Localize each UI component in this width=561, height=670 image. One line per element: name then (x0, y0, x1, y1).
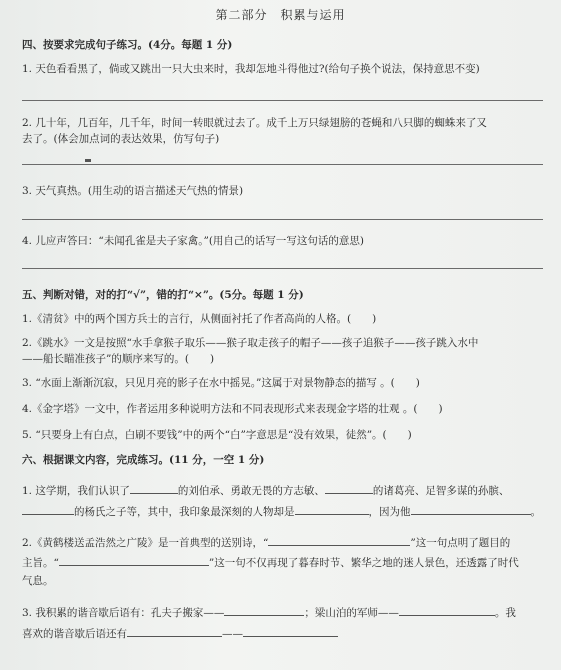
section-6-question-1-line-1 (22, 482, 547, 498)
q3-blank-4[interactable] (243, 625, 338, 637)
section-6-question-3-line-1 (22, 604, 547, 620)
q1-text-3: 的诸葛亮、足智多谋的孙膑、 (372, 485, 510, 497)
section-5-question-2-line-2: ——船长瞄准孩子”的顺序来写的。( ) (22, 353, 215, 365)
q3-text-1: 3. 我积累的谐音歇后语有：孔夫子搬家—— (22, 607, 225, 619)
section-4-question-4: 4. 儿应声答曰：“未闻孔雀是夫子家禽。”(用自己的话写一写这句话的意思) (22, 235, 365, 247)
page-title: 第二部分 积累与运用 (215, 8, 346, 22)
section-4-question-2-line-1: 2. 几十年，几百年，几千年，时间一转眼就过去了。成千上万只绿翅膀的苍蝇和八只脚的蜘蛛来了又 (22, 117, 487, 129)
section-6-question-2-line-3: 气息。 (22, 575, 54, 587)
q3-text-3: 。我 (494, 607, 516, 619)
q2-text-1: 2.《黄鹤楼送孟浩然之广陵》是一首典型的送别诗，“ (22, 537, 269, 549)
q3-blank-2[interactable] (399, 604, 495, 616)
q1-blank-3[interactable] (22, 503, 74, 515)
q1-blank-5[interactable] (411, 503, 531, 515)
q3-text-5: —— (222, 628, 243, 640)
q1-blank-1[interactable] (130, 482, 178, 494)
section-5-question-5: 5. “只要身上有白点，白刷不要钱”中的两个“白”字意思是“没有效果，徒然”。( ) (22, 429, 412, 441)
section-6-heading: 六、根据课文内容，完成练习。(11 分，一空 1 分) (22, 454, 265, 466)
answer-line-4-4[interactable] (22, 268, 543, 269)
section-5-question-2-line-1: 2.《跳水》一文是按照“水手拿猴子取乐——猴子取走孩子的帽子——孩子追猴子——孩子跳入水中 (22, 337, 479, 349)
q2-blank-2[interactable] (59, 554, 209, 566)
section-5-question-3: 3. “水面上渐渐沉寂，只见月亮的影子在水中摇晃。”这属于对景物静态的描写 。( ) (22, 377, 420, 389)
q1-text-2: 的刘伯承、勇敢无畏的方志敏、 (177, 485, 325, 497)
section-6-question-2-line-1 (22, 534, 547, 550)
q3-text-4: 喜欢的谐音歇后语还有 (22, 628, 127, 640)
q1-blank-4[interactable] (295, 503, 369, 515)
q1-text-1: 1. 这学期，我们认识了 (22, 485, 130, 497)
q1-text-4: 的杨氏之子等，其中，我印象最深刻的人物却是 (74, 506, 295, 518)
section-5-question-4: 4.《金字塔》一文中，作者运用多种说明方法和不同表现形式来表现金字塔的壮观 。( ) (22, 403, 443, 415)
q2-blank-1[interactable] (268, 534, 410, 546)
section-5-question-1: 1.《清贫》中的两个国方兵士的言行，从侧面衬托了作者高尚的人格。( ) (22, 313, 377, 325)
pen-mark (85, 159, 91, 162)
answer-line-4-1[interactable] (22, 100, 543, 101)
q2-text-2: ”这一句点明了题目的 (410, 537, 511, 549)
q1-text-5: ，因为他 (368, 506, 411, 518)
q3-blank-1[interactable] (224, 604, 304, 616)
section-6-question-3-line-2 (22, 625, 547, 641)
section-4-question-3: 3. 天气真热。(用生动的语言描述天气热的情景) (22, 185, 244, 197)
q3-text-2: ；梁山泊的军师—— (304, 607, 399, 619)
section-6-question-1-line-2 (22, 503, 547, 519)
answer-line-4-3[interactable] (22, 219, 543, 220)
q2-text-4: ”这一句不仅再现了暮春时节、繁华之地的迷人景色，还透露了时代 (208, 557, 519, 569)
q1-blank-2[interactable] (325, 482, 373, 494)
q2-text-3: 主旨。“ (22, 557, 59, 569)
section-5-heading: 五、判断对错，对的打“√”，错的打“×”。(5分。每题 1 分) (22, 289, 304, 301)
q1-text-6: 。 (530, 506, 541, 518)
section-6-question-2-line-2 (22, 554, 547, 570)
section-4-question-1: 1. 天色看看黑了，倘或又跳出一只大虫来时，我却怎地斗得他过?(给句子换个说法，保持意思不变) (22, 63, 480, 75)
q3-blank-3[interactable] (127, 625, 222, 637)
section-4-question-2-line-2: 去了。(体会加点词的表达效果，仿写句子) (22, 133, 220, 145)
section-4-heading: 四、按要求完成句子练习。(4分。每题 1 分) (22, 39, 233, 51)
answer-line-4-2a[interactable] (22, 164, 543, 165)
